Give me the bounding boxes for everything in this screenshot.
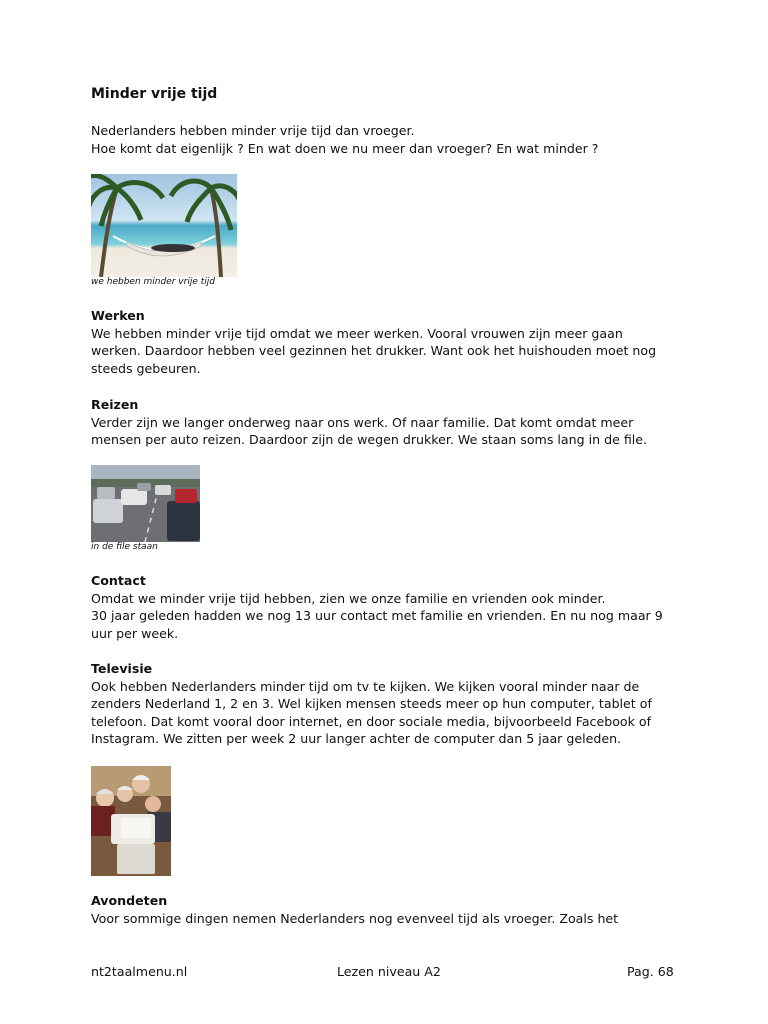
section-line: Voor sommige dingen nemen Nederlanders nog evenveel tijd als vroeger. Zoals het	[91, 910, 619, 926]
intro-paragraph	[91, 122, 691, 157]
section-line: werken. Daardoor hebben veel gezinnen het drukker. Want ook het huishouden moet nog	[91, 343, 657, 359]
intro-line: Nederlanders hebben minder vrije tijd dan vroeger.	[91, 123, 415, 138]
section-line: Ook hebben Nederlanders minder tijd om tv te kijken. We kijken vooral minder naar de	[91, 678, 640, 694]
section-avondeten	[91, 892, 691, 927]
image-caption: we hebben minder vrije tijd	[91, 277, 215, 287]
section-contact	[91, 572, 691, 642]
footer-page-number: Pag. 68	[627, 964, 674, 979]
footer-site: nt2taalmenu.nl	[91, 964, 188, 979]
elderly-computer-photo	[91, 766, 171, 876]
page-title: Minder vrije tijd	[91, 86, 218, 102]
image-caption: in de file staan	[91, 542, 158, 552]
section-line: steeds gebeuren.	[91, 360, 201, 376]
traffic-jam-photo	[91, 465, 200, 542]
section-line: mensen per auto reizen. Daardoor zijn de wegen drukker. We staan soms lang in de file.	[91, 432, 647, 448]
section-werken	[91, 307, 691, 377]
section-televisie	[91, 660, 691, 748]
section-line: zenders Nederland 1, 2 en 3. Wel kijken mensen steeds meer op hun computer, tablet of	[91, 696, 652, 712]
section-heading: Avondeten	[91, 893, 168, 908]
section-line: We hebben minder vrije tijd omdat we meer werken. Vooral vrouwen zijn meer gaan	[91, 325, 623, 341]
section-reizen	[91, 396, 691, 449]
section-line: uur per week.	[91, 625, 179, 641]
section-line: Omdat we minder vrije tijd hebben, zien we onze familie en vrienden ook minder.	[91, 590, 606, 606]
section-heading: Reizen	[91, 397, 139, 412]
section-heading: Werken	[91, 308, 145, 323]
section-heading: Televisie	[91, 661, 153, 676]
intro-line: Hoe komt dat eigenlijk ? En wat doen we nu meer dan vroeger? En wat minder ?	[91, 140, 599, 156]
section-line: Instagram. We zitten per week 2 uur langer achter de computer dan 5 jaar geleden.	[91, 731, 622, 747]
section-line: telefoon. Dat komt vooral door internet, en door sociale media, bijvoorbeeld Facebook of	[91, 713, 652, 729]
section-heading: Contact	[91, 573, 146, 588]
footer-level: Lezen niveau A2	[337, 964, 441, 979]
section-line: Verder zijn we langer onderweg naar ons werk. Of naar familie. Dat komt omdat meer	[91, 414, 634, 430]
beach-hammock-photo	[91, 174, 237, 277]
section-line: 30 jaar geleden hadden we nog 13 uur contact met familie en vrienden. En nu nog maar 9	[91, 608, 663, 624]
